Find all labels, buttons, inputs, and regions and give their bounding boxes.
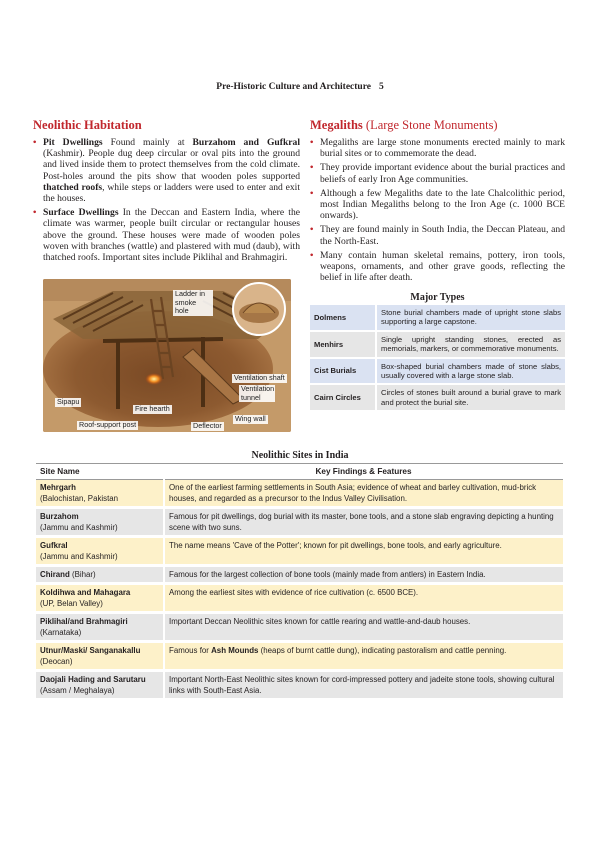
major-type-name: Cist Burials [310, 358, 376, 385]
habitation-bullet-list [33, 137, 300, 263]
bullet-text: Megaliths are large stone monuments erected mainly to mark burial sites or to commemorate the dead. [320, 137, 565, 160]
text: Famous for [169, 646, 212, 655]
label-wing-wall: Wing wall [235, 414, 266, 423]
megalith-bullet [310, 137, 565, 159]
site-region: (UP, Belan Valley) [40, 599, 103, 608]
site-region: (Balochistan, Pakistan [40, 494, 119, 503]
text: Found mainly at [102, 137, 193, 148]
site-row [36, 566, 563, 584]
site-findings-cell [164, 480, 563, 508]
major-type-desc: Box-shaped burial chambers made of stone slabs, usually covered with a large stone slab. [376, 358, 565, 385]
text: Famous for pit dwellings, dog burial with its master, bone tools, and a stone slab engraving depicting a hunting scene with two suns. [169, 512, 554, 532]
sites-header-row [36, 464, 563, 480]
site-name-cell [36, 566, 164, 584]
text: In the Deccan and Eastern India, where the climate was warmer, people built circular or rectangular houses above the ground. These houses were made of wooden poles woven with branches (wattle) and plastered with mud (daub), with thatched roofs. Important sites include Piklihal and Brahmagiri. [43, 207, 300, 264]
site-row [36, 642, 563, 671]
label-roof-support-post: Roof-support post [79, 420, 137, 429]
site-findings-cell [164, 613, 563, 642]
neolithic-habitation-section [33, 118, 300, 266]
site-findings-cell [164, 537, 563, 566]
megaliths-section [310, 118, 565, 286]
major-type-desc: Circles of stones built around a burial grave to mark and protect the burial site. [376, 384, 565, 411]
col-findings-header: Key Findings & Features [164, 464, 563, 480]
megalith-bullet [310, 250, 565, 284]
site-findings-cell [164, 566, 563, 584]
text: (heaps of burnt cattle dung), indicating pastoralism and cattle penning. [258, 646, 507, 655]
major-types-title: Major Types [410, 292, 465, 303]
col-site-name-header: Site Name [36, 464, 164, 480]
major-type-name: Dolmens [310, 305, 376, 331]
text: Important Deccan Neolithic sites known for cattle rearing and wattle-and-daub houses. [169, 617, 471, 626]
habitation-bullet [33, 207, 300, 263]
label-ventilation-tunnel: Ventilation tunnel [241, 384, 275, 402]
bullet-text: Although a few Megaliths date to the late Chalcolithic period, most Indian Megaliths belong to the Iron Age (c. 1000 BCE onwards). [320, 187, 565, 222]
site-name: Piklihal/and Brahmagiri [40, 617, 128, 626]
bold-text: Ash Mounds [211, 646, 259, 655]
label-deflector: Deflector [193, 421, 222, 430]
bullet-text: Many contain human skeletal remains, pottery, iron tools, weapons, ornaments, and other grave goods, reflecting the belief in life after death. [320, 249, 565, 284]
site-name: Burzahom [40, 512, 79, 521]
bullet-dot: • [33, 207, 37, 219]
site-findings-cell [164, 671, 563, 700]
bullet-dot: • [33, 137, 37, 148]
label-sipapu: Sipapu [57, 397, 80, 406]
bullet-dot: • [310, 162, 314, 174]
major-type-row [310, 305, 565, 331]
site-name: Gufkral [40, 541, 68, 550]
bullet-text: They are found mainly in South India, the Deccan Plateau, and the North-East. [320, 224, 565, 247]
page-number: 5 [378, 82, 384, 92]
site-name-cell [36, 613, 164, 642]
site-name: Chirand [40, 570, 70, 579]
site-name: Daojali Hading and Sarutaru [40, 675, 146, 684]
site-name: Utnur/Maski/ Sanganakallu [40, 646, 141, 655]
major-type-row [310, 358, 565, 385]
bold-text: Pit Dwellings [43, 137, 103, 148]
site-region: (Assam / Meghalaya) [40, 686, 115, 695]
megaliths-subtitle: (Large Stone Monuments) [365, 118, 498, 132]
major-type-name: Cairn Circles [310, 384, 376, 411]
bullet-text: They provide important evidence about the burial practices and beliefs of early Iron Age communities. [320, 162, 565, 185]
bullet-dot: • [310, 187, 314, 199]
text: Among the earliest sites with evidence of rice cultivation (c. 6500 BCE). [169, 588, 419, 597]
habitation-bullet [33, 137, 300, 204]
text: (Kashmir). People dug deep circular or oval pits into the ground and lived inside them to protect themselves from the cold climate. Post-holes around the pits show that wooden poles supported [43, 148, 300, 182]
neolithic-sites-table [36, 463, 563, 701]
site-region: (Deocan) [40, 657, 73, 666]
site-findings-cell [164, 642, 563, 671]
site-row [36, 480, 563, 508]
site-region: (Jammu and Kashmir) [40, 523, 118, 532]
site-row [36, 537, 563, 566]
text: One of the earliest farming settlements in South Asia; evidence of wheat and barley cultivation, mud-brick houses, and regarded as a precursor to the Indus Valley Civilisation. [169, 483, 537, 503]
bullet-dot: • [310, 249, 314, 261]
site-name-cell [36, 671, 164, 700]
label-ventilation-shaft: Ventilation shaft [234, 373, 285, 382]
major-type-row [310, 384, 565, 411]
site-findings-cell [164, 584, 563, 613]
site-row [36, 584, 563, 613]
major-type-desc: Single upright standing stones, erected as memorials, markers, or commemorative monuments. [376, 331, 565, 358]
bold-text: thatched roofs [43, 181, 103, 193]
megaliths-title [310, 118, 565, 133]
site-row [36, 613, 563, 642]
label-fire-hearth: Fire hearth [135, 404, 170, 413]
major-type-row [310, 331, 565, 358]
site-row [36, 671, 563, 700]
megalith-bullet [310, 224, 565, 246]
bold-text: Surface Dwellings [43, 207, 119, 219]
site-region: (Bihar) [69, 570, 96, 579]
site-name-cell [36, 508, 164, 537]
pit-dwelling-illustration [43, 279, 291, 432]
text: Important North-East Neolithic sites known for cord-impressed pottery and jadeite stone tools, showing cultural links with South-East Asia. [169, 675, 555, 695]
bold-text: Burzahom and Gufkral [192, 137, 300, 148]
major-type-desc: Stone burial chambers made of upright stone slabs supporting a large capstone. [376, 305, 565, 331]
site-name-cell [36, 584, 164, 613]
site-region: (Karnataka) [40, 628, 82, 637]
site-findings-cell [164, 508, 563, 537]
site-name: Koldihwa and Mahagara [40, 588, 131, 597]
running-title: Pre-Historic Culture and Architecture [216, 82, 371, 92]
major-type-name: Menhirs [310, 331, 376, 358]
major-types-table [310, 305, 565, 412]
megaliths-title-text: Megaliths [310, 118, 363, 132]
site-name: Mehrgarh [40, 483, 76, 492]
label-ladder: Ladder in smoke hole [173, 290, 213, 316]
site-name-cell [36, 537, 164, 566]
site-name-cell [36, 480, 164, 508]
megalith-bullet [310, 188, 565, 222]
neolithic-habitation-title: Neolithic Habitation [33, 118, 142, 132]
neolithic-sites-title: Neolithic Sites in India [251, 450, 349, 461]
site-row [36, 508, 563, 537]
page-header [0, 82, 600, 92]
bullet-dot: • [310, 224, 314, 236]
text: , while steps or ladders were used to enter and exit the houses. [43, 181, 300, 205]
site-region: (Jammu and Kashmir) [40, 552, 118, 561]
site-name-cell [36, 642, 164, 671]
bullet-dot: • [310, 137, 314, 148]
text: Famous for the largest collection of bone tools (mainly made from antlers) in Eastern India. [169, 570, 486, 579]
megalith-bullet [310, 162, 565, 184]
megaliths-bullet-list [310, 137, 565, 283]
text: The name means 'Cave of the Potter'; known for pit dwellings, bone tools, and early agriculture. [169, 541, 502, 550]
